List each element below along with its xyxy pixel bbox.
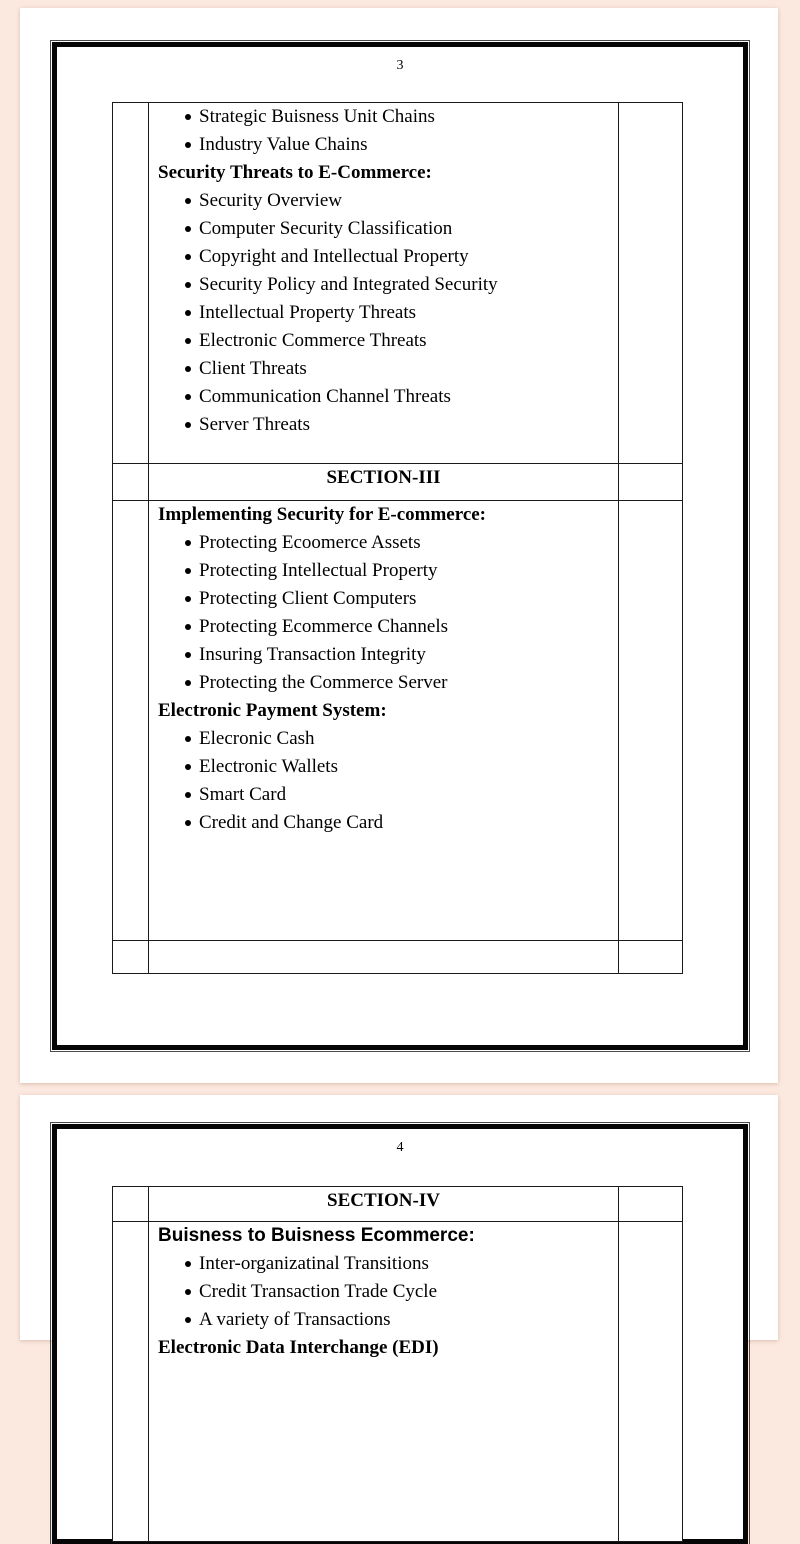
document-page-3 xyxy=(20,8,778,1083)
topics-cell xyxy=(149,103,619,464)
bullet-item: Elecronic Cash xyxy=(185,725,618,753)
hours-column-cell xyxy=(619,1187,683,1222)
marks-column-cell xyxy=(113,941,149,974)
bullet-item: Industry Value Chains xyxy=(185,131,618,159)
hours-column-cell xyxy=(619,941,683,974)
topics-cell xyxy=(149,501,619,941)
syllabus-table-page4 xyxy=(112,1186,683,1542)
bullet-item: Communication Channel Threats xyxy=(185,383,618,411)
bullet-item: Credit and Change Card xyxy=(185,809,618,837)
marks-column-cell xyxy=(113,1187,149,1222)
bullet-item: Inter-organizatinal Transitions xyxy=(185,1250,618,1278)
hours-column-cell xyxy=(619,1222,683,1542)
marks-column-cell xyxy=(113,103,149,464)
topic-heading: Buisness to Buisness Ecommerce: xyxy=(158,1225,475,1246)
bullet-item: A variety of Transactions xyxy=(185,1306,618,1334)
bullet-item: Electronic Commerce Threats xyxy=(185,327,618,355)
syllabus-table-page3 xyxy=(112,102,683,974)
marks-column-cell xyxy=(113,501,149,941)
topic-heading: Security Threats to E-Commerce: xyxy=(158,162,432,183)
bullet-item: Security Policy and Integrated Security xyxy=(185,271,618,299)
hours-column-cell xyxy=(619,464,683,501)
bullet-item: Protecting Ecoomerce Assets xyxy=(185,529,618,557)
bullet-list xyxy=(149,103,618,159)
bullet-item: Insuring Transaction Integrity xyxy=(185,641,618,669)
bullet-item: Electronic Wallets xyxy=(185,753,618,781)
bullet-list xyxy=(149,187,618,439)
topics-cell xyxy=(149,1222,619,1542)
section-header-row xyxy=(113,1187,683,1222)
table-row xyxy=(113,501,683,941)
document-page-4 xyxy=(20,1095,778,1358)
bullet-item: Computer Security Classification xyxy=(185,215,618,243)
marks-column-cell xyxy=(113,1222,149,1542)
bullet-item: Protecting Intellectual Property xyxy=(185,557,618,585)
bullet-item: Credit Transaction Trade Cycle xyxy=(185,1278,618,1306)
bullet-item: Server Threats xyxy=(185,411,618,439)
bullet-item: Security Overview xyxy=(185,187,618,215)
bullet-list xyxy=(149,1250,618,1334)
table-row xyxy=(113,103,683,464)
bullet-item: Client Threats xyxy=(185,355,618,383)
bullet-item: Protecting the Commerce Server xyxy=(185,669,618,697)
empty-row xyxy=(113,941,683,974)
bullet-list xyxy=(149,529,618,697)
bullet-item: Copyright and Intellectual Property xyxy=(185,243,618,271)
hours-column-cell xyxy=(619,501,683,941)
hours-column-cell xyxy=(619,103,683,464)
section-header-row xyxy=(113,464,683,501)
bullet-item: Intellectual Property Threats xyxy=(185,299,618,327)
bullet-item: Protecting Client Computers xyxy=(185,585,618,613)
bullet-list xyxy=(149,725,618,837)
topic-heading: Implementing Security for E-commerce: xyxy=(158,504,487,525)
topic-heading: Electronic Data Interchange (EDI) xyxy=(158,1337,439,1358)
bullet-item: Protecting Ecommerce Channels xyxy=(185,613,618,641)
topic-heading: Electronic Payment System: xyxy=(158,700,387,721)
marks-column-cell xyxy=(113,464,149,501)
page-number: 4 xyxy=(396,1140,404,1155)
table-row xyxy=(113,1222,683,1542)
bullet-item: Smart Card xyxy=(185,781,618,809)
section-title: SECTION-IV xyxy=(149,1187,619,1222)
bullet-item: Strategic Buisness Unit Chains xyxy=(185,103,618,131)
page-number: 3 xyxy=(396,58,404,73)
topics-cell xyxy=(149,941,619,974)
section-title: SECTION-III xyxy=(149,464,619,501)
